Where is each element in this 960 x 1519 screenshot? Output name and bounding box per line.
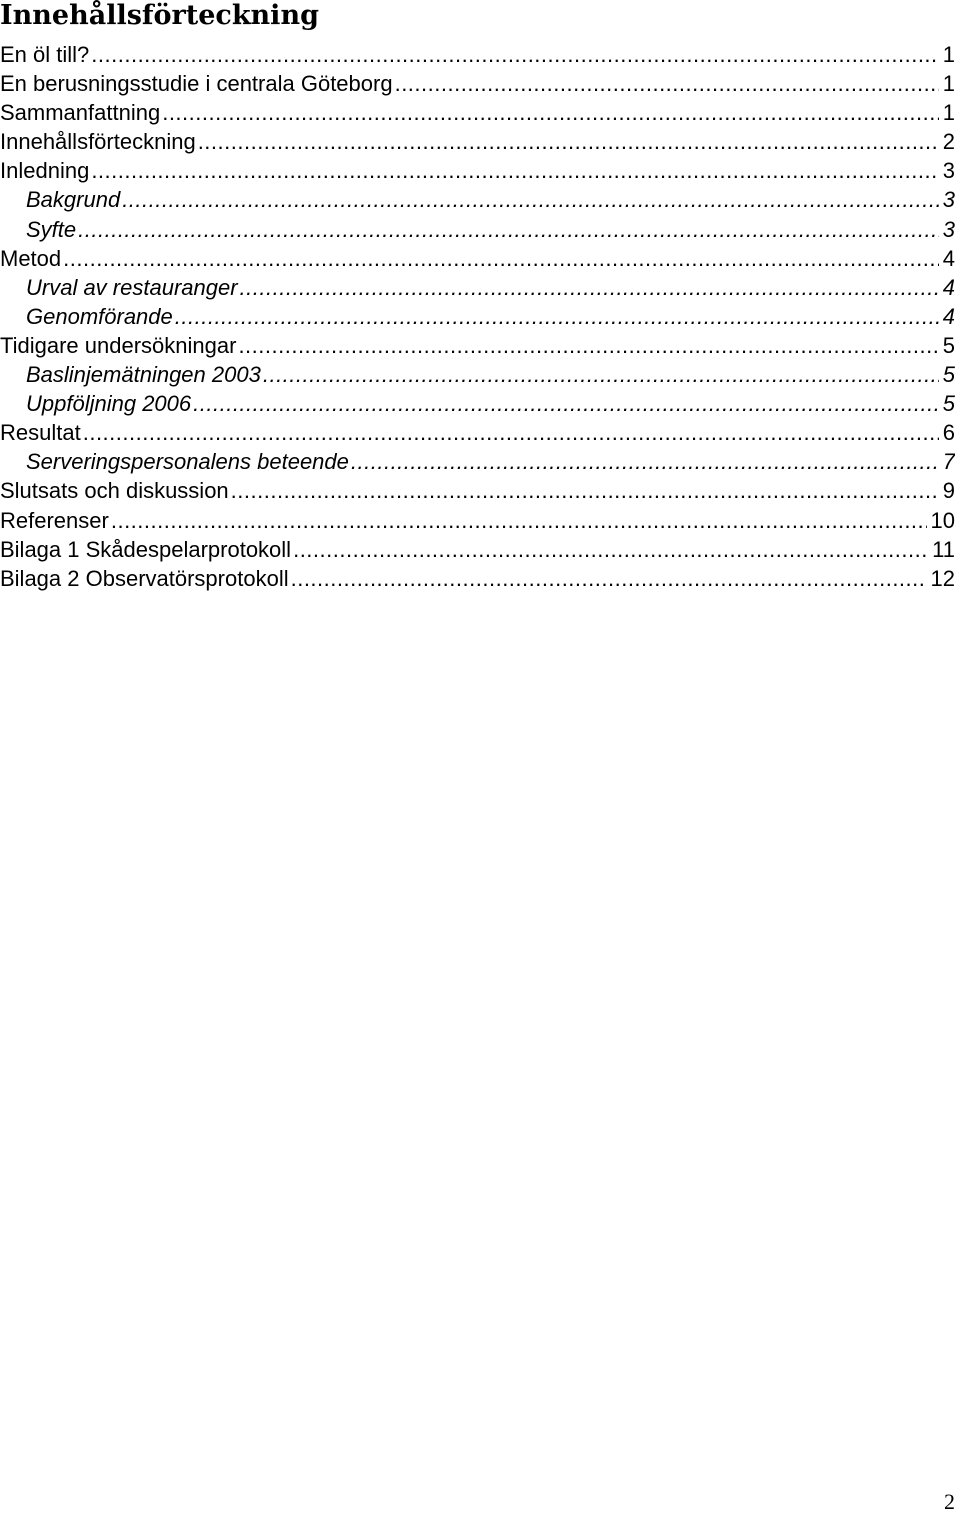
toc-entry-page: 1 [942,100,955,126]
toc-entry-title: Slutsats och diskussion [0,478,229,504]
toc-dot-leader [91,40,938,69]
toc-entry[interactable] [0,302,955,331]
toc-entry-title: Referenser [0,507,109,533]
toc-entry-page: 5 [942,391,955,417]
toc-entry-page: 5 [942,362,955,388]
toc-entry[interactable] [0,564,955,593]
toc-entry-title: Innehållsförteckning [0,129,196,155]
toc-dot-leader [231,476,939,505]
toc-dot-leader [293,535,928,564]
toc-dot-leader [193,389,939,418]
toc-dot-leader [263,360,939,389]
toc-entry[interactable] [0,360,955,389]
toc-dot-leader [111,506,927,535]
toc-dot-leader [78,215,939,244]
toc-entry-title: Uppföljning 2006 [26,391,192,417]
toc-entry-page: 3 [942,187,955,213]
toc-entry[interactable] [0,535,955,564]
toc-dot-leader [91,156,938,185]
table-of-contents [0,40,955,593]
toc-entry-title: Bilaga 2 Observatörsprotokoll [0,565,289,591]
toc-dot-leader [162,98,939,127]
toc-entry[interactable] [0,40,955,69]
toc-entry-page: 1 [942,42,955,67]
toc-entry-title: Resultat [0,420,81,446]
toc-entry-title: Bakgrund [26,187,121,213]
toc-entry-page: 6 [942,420,955,446]
toc-entry-page: 5 [942,332,955,358]
toc-entry-title: Bilaga 1 Skådespelarprotokoll [0,536,292,562]
toc-entry-title: Genomförande [26,303,173,329]
toc-entry[interactable] [0,69,955,98]
toc-entry[interactable] [0,185,955,214]
toc-entry-title: Baslinjemätningen 2003 [26,362,261,388]
toc-entry-title: Serveringspersonalens beteende [26,449,349,475]
toc-entry-page: 11 [932,536,955,562]
toc-entry[interactable] [0,447,955,476]
toc-entry-page: 9 [942,478,955,504]
toc-entry-page: 3 [942,216,955,242]
toc-entry-title: Sammanfattning [0,100,161,126]
toc-entry[interactable] [0,476,955,505]
toc-entry[interactable] [0,215,955,244]
toc-dot-leader [238,331,938,360]
toc-dot-leader [63,244,939,273]
page-number: 2 [944,1489,955,1514]
toc-entry[interactable] [0,156,955,185]
toc-entry-title: Metod [0,245,62,271]
toc-entry[interactable] [0,331,955,360]
toc-entry-title: Urval av restauranger [26,274,238,300]
toc-entry-title: En öl till? [0,42,90,67]
toc-entry-page: 12 [930,565,955,591]
toc-dot-leader [198,127,939,156]
toc-entry-title: Syfte [26,216,77,242]
toc-dot-leader [240,273,939,302]
toc-entry[interactable] [0,244,955,273]
toc-entry-page: 7 [942,449,955,475]
toc-entry-page: 1 [942,71,955,97]
toc-dot-leader [395,69,939,98]
toc-dot-leader [291,564,927,593]
toc-entry[interactable] [0,506,955,535]
toc-entry[interactable] [0,418,955,447]
toc-entry[interactable] [0,98,955,127]
toc-dot-leader [83,418,939,447]
toc-entry-page: 10 [930,507,955,533]
toc-entry-title: Inledning [0,158,90,184]
toc-entry-page: 3 [942,158,955,184]
toc-dot-leader [351,447,939,476]
toc-entry[interactable] [0,273,955,302]
toc-entry-page: 2 [942,129,955,155]
toc-entry-page: 4 [942,245,955,271]
toc-entry-title: En berusningsstudie i centrala Göteborg [0,71,393,97]
toc-entry[interactable] [0,389,955,418]
page-title: Innehållsförteckning [0,0,319,31]
toc-entry-page: 4 [942,303,955,329]
toc-entry-page: 4 [942,274,955,300]
toc-entry-title: Tidigare undersökningar [0,332,237,358]
toc-dot-leader [122,185,939,214]
toc-dot-leader [175,302,939,331]
toc-entry[interactable] [0,127,955,156]
